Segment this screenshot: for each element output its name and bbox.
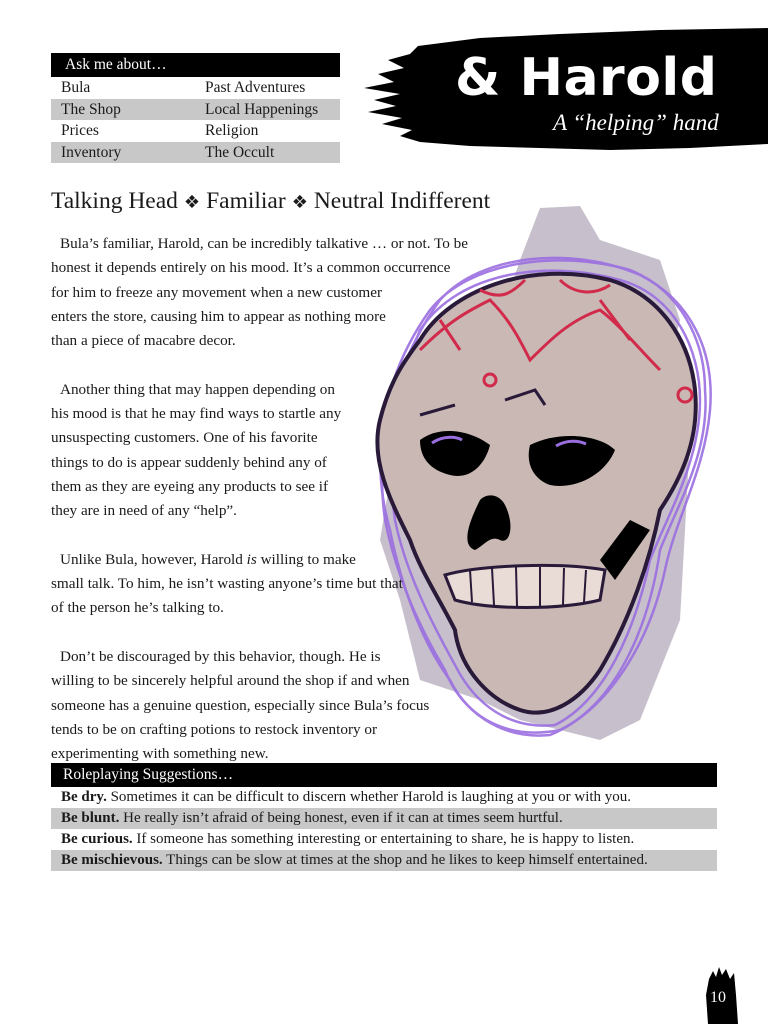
paragraph-line: willing to be sincerely helpful around the shop if and when [51,672,410,690]
roleplaying-header: Roleplaying Suggestions… [51,763,717,787]
suggestion-lead: Be dry. [61,789,107,805]
paragraph-line: Don’t be discouraged by this behavior, though. He is [60,648,381,666]
suggestion-lead: Be mischievous. [61,852,163,868]
suggestion-row [51,787,717,808]
creature-role: Familiar [206,188,286,214]
paragraph-line: tends to be on crafting potions to restock inventory or [51,720,378,738]
ask-row [51,120,340,142]
paragraph-line: someone has a genuine question, especially since Bula’s focus [51,696,430,714]
page-number: 10 [710,989,726,1006]
separator-glyph: ❖ [183,192,201,213]
ask-row [51,77,340,99]
ask-me-about-table [51,53,340,163]
suggestion-lead: Be blunt. [61,810,120,826]
suggestion-lead: Be curious. [61,831,133,847]
ask-topic: Bula [61,79,91,96]
suggestion-text: Sometimes it can be difficult to discern whether Harold is laughing at you or with you. [106,789,632,805]
ask-row [51,99,340,121]
ask-me-about-header: Ask me about… [51,53,340,77]
creature-type: Talking Head [51,188,178,214]
separator-glyph: ❖ [291,192,308,213]
paragraph-line: them as they are eyeing any products to see if [51,477,329,495]
paragraph-line: for him to freeze any movement when a new customer [51,283,383,301]
ask-topic: The Occult [205,143,275,161]
paragraph-line: Another thing that may happen depending on [60,380,335,398]
ask-topic: Prices [61,122,99,139]
paragraph-line: things to do is appear suddenly behind any of [51,453,327,471]
suggestion-row [51,850,717,871]
creature-type-heading [51,188,490,215]
emphasis-text: is [246,550,257,568]
suggestion-row [51,829,717,850]
paragraph-line: than a piece of macabre decor. [51,332,236,350]
paragraph-line: they are in need of any “help”. [51,502,237,520]
paragraph-line: of the person he’s talking to. [51,599,224,617]
paragraph-line: experimenting with something new. [51,745,269,763]
paragraph-line: unsuspecting customers. One of his favorite [51,429,318,447]
page-subtitle: A “helping” hand [553,110,719,135]
suggestion-text: He really isn’t afraid of being honest, even if it can at times seem hurtful. [119,810,563,826]
ask-topic: The Shop [61,100,121,118]
paragraph-line [51,548,481,572]
text-run: willing to make [256,550,356,568]
paragraph-line: Bula’s familiar, Harold, can be incredibly talkative … or not. To be [60,235,468,252]
page-title: & Harold [455,48,718,108]
suggestion-row [51,808,717,829]
text-run: Unlike Bula, however, Harold [60,550,247,568]
ask-topic: Past Adventures [205,79,306,96]
ask-topic: Inventory [61,143,122,161]
description-body [51,232,481,767]
paragraph-line: enters the store, causing him to appear as nothing more [51,307,386,325]
paragraph-line: small talk. To him, he isn’t wasting anyone’s time but that [51,575,403,593]
paragraph-line: honest it depends entirely on his mood. It’s a common occurrence [51,259,451,277]
suggestion-text: Things can be slow at times at the shop and he likes to keep himself entertained. [162,852,648,868]
ask-topic: Local Happenings [205,100,319,118]
ask-topic: Religion [205,122,259,139]
page-number-tab [704,965,738,1024]
suggestion-text: If someone has something interesting or entertaining to share, he is happy to listen. [132,831,635,847]
roleplaying-suggestions [51,763,717,871]
creature-alignment: Neutral Indifferent [313,188,491,214]
paragraph-line: his mood is that he may find ways to startle any [51,405,342,423]
ask-row [51,142,340,164]
